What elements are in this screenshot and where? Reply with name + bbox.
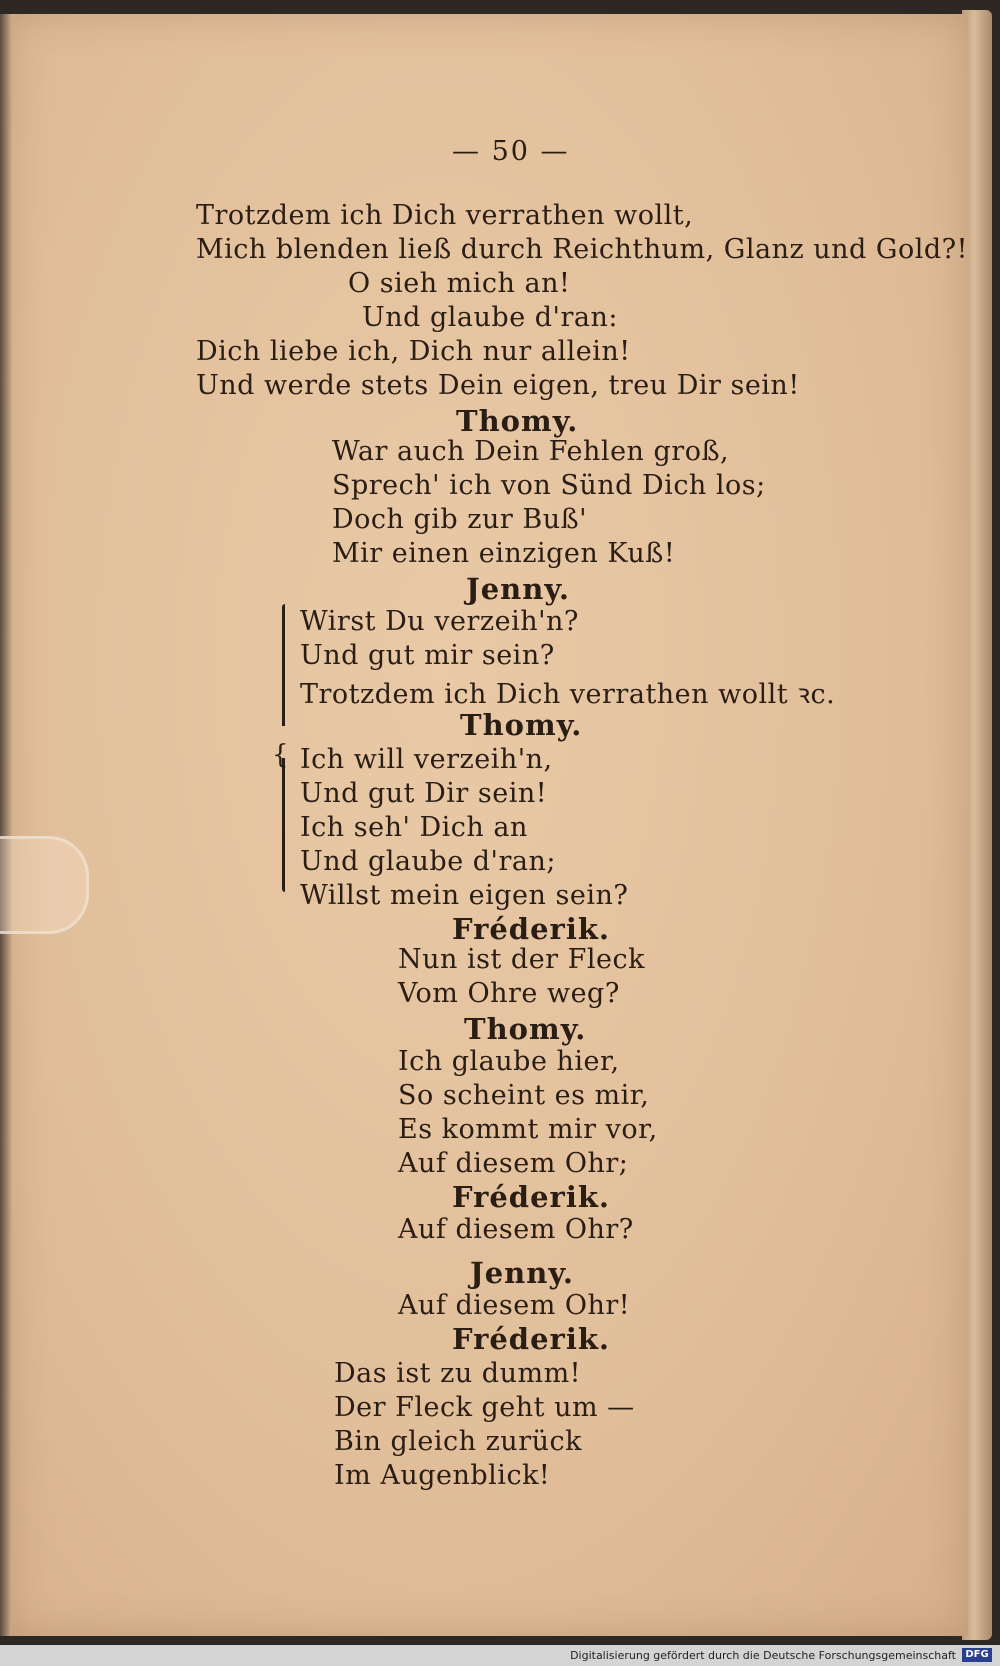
verse-line: Willst mein eigen sein?: [300, 880, 629, 911]
brace-bottom: [282, 758, 285, 892]
brace-tip: {: [272, 740, 289, 770]
verse-line: Und gut Dir sein!: [300, 778, 548, 809]
speaker-name: Fréderik.: [452, 912, 611, 946]
verse-line: Im Augenblick!: [334, 1460, 551, 1491]
verse-line: Trotzdem ich Dich verrathen wollt,: [196, 200, 694, 231]
verse-line: Und glaube d'ran;: [300, 846, 556, 877]
verse-line: War auch Dein Fehlen groß,: [332, 436, 730, 467]
footer-credit: Digitalisierung gefördert durch die Deutsche Forschungsgemeinschaft: [570, 1649, 956, 1662]
dfg-logo: DFG: [962, 1648, 992, 1662]
verse-line: So scheint es mir,: [398, 1080, 650, 1111]
verse-line: Das ist zu dumm!: [334, 1358, 582, 1389]
page-clip: [0, 836, 89, 934]
verse-line: Wirst Du verzeih'n?: [300, 606, 579, 637]
verse-line: O sieh mich an!: [348, 268, 571, 299]
verse-line: Mich blenden ließ durch Reichthum, Glanz und Gold?!: [196, 234, 968, 265]
verse-line: Auf diesem Ohr!: [398, 1290, 631, 1321]
brace-top: [282, 604, 285, 726]
verse-line: Mir einen einzigen Kuß!: [332, 538, 676, 569]
verse-line: Auf diesem Ohr;: [398, 1148, 629, 1179]
speaker-name: Fréderik.: [452, 1322, 611, 1356]
verse-line: Der Fleck geht um —: [334, 1392, 635, 1423]
verse-line: Auf diesem Ohr?: [398, 1214, 634, 1245]
verse-line: Und gut mir sein?: [300, 640, 555, 671]
speaker-name: Fréderik.: [452, 1180, 611, 1214]
verse-line: Sprech' ich von Sünd Dich los;: [332, 470, 766, 501]
page-number: — 50 —: [452, 136, 570, 167]
speaker-name: Thomy.: [460, 708, 583, 742]
speaker-name: Jenny.: [470, 1256, 574, 1290]
verse-line: Es kommt mir vor,: [398, 1114, 658, 1145]
speaker-name: Thomy.: [464, 1012, 587, 1046]
verse-line: Und werde stets Dein eigen, treu Dir sein!: [196, 370, 800, 401]
verse-line: Bin gleich zurück: [334, 1426, 582, 1457]
verse-line: Vom Ohre weg?: [398, 978, 620, 1009]
verse-line: Ich glaube hier,: [398, 1046, 620, 1077]
verse-line: Doch gib zur Buß': [332, 504, 588, 535]
page-edge-left: [0, 14, 12, 1636]
verse-line: Nun ist der Fleck: [398, 944, 645, 975]
verse-line: Und glaube d'ran:: [362, 302, 618, 333]
verse-line: Trotzdem ich Dich verrathen wollt ꝛc.: [300, 679, 836, 710]
verse-line: Ich seh' Dich an: [300, 812, 528, 843]
verse-line: Ich will verzeih'n,: [300, 744, 553, 775]
speaker-name: Jenny.: [466, 572, 570, 606]
speaker-name: Thomy.: [456, 404, 579, 438]
verse-line: Dich liebe ich, Dich nur allein!: [196, 336, 631, 367]
